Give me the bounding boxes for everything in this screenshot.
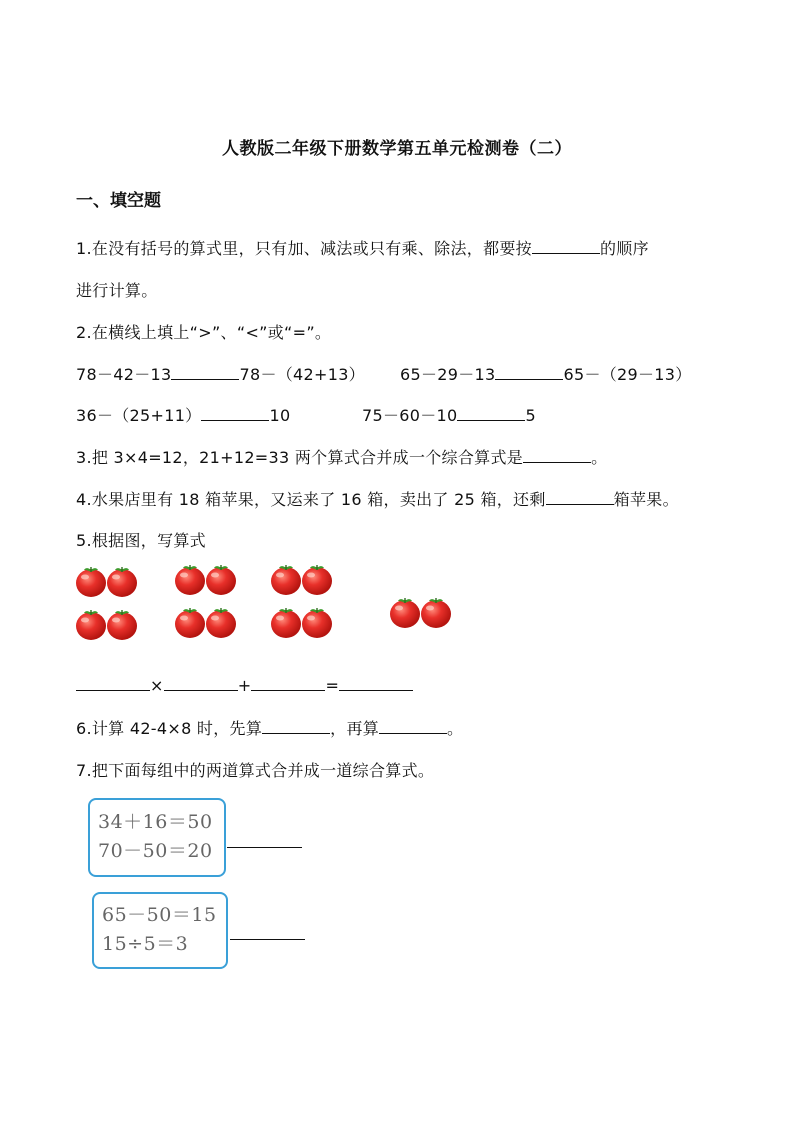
answer-blank[interactable] — [201, 406, 269, 421]
answer-blank[interactable] — [546, 490, 614, 505]
apple-icon — [300, 605, 334, 639]
apple-icon — [204, 605, 238, 639]
question-6-mid: ，再算 — [330, 719, 380, 738]
section-heading: 一、填空题 — [76, 191, 161, 211]
answer-blank[interactable] — [379, 719, 447, 734]
apple-icon — [173, 562, 207, 596]
equation: 15÷5＝3 — [102, 933, 189, 955]
page-title: 人教版二年级下册数学第五单元检测卷（二） — [222, 139, 572, 159]
apple-icon — [105, 564, 139, 598]
question-4-end: 箱苹果。 — [613, 490, 679, 509]
compare-right: 78－（42+13） — [239, 365, 365, 384]
apple-icon — [269, 562, 303, 596]
compare-right: 5 — [525, 406, 536, 425]
question-3-end: 。 — [591, 448, 608, 467]
apple-icon — [300, 562, 334, 596]
apple-icon — [74, 607, 108, 641]
equation-box-2 — [92, 892, 228, 969]
apple-icon — [173, 605, 207, 639]
answer-blank[interactable] — [457, 406, 525, 421]
compare-item-a — [76, 362, 365, 385]
answer-line[interactable] — [230, 939, 305, 940]
answer-line[interactable] — [227, 847, 302, 848]
compare-left: 36－（25+11） — [76, 406, 202, 425]
apple-icon — [105, 607, 139, 641]
question-2-text: 2.在横线上填上“>”、“<”或“=”。 — [76, 323, 332, 342]
compare-right: 10 — [269, 406, 291, 425]
answer-blank[interactable] — [532, 239, 600, 254]
equation: 70－50＝20 — [98, 840, 213, 862]
apple-icon — [204, 562, 238, 596]
equation: 34＋16＝50 — [98, 811, 213, 833]
question-1-text: 1.在没有括号的算式里，只有加、减法或只有乘、除法，都要按 — [76, 239, 532, 258]
question-6-text: 6.计算 42-4×8 时，先算 — [76, 719, 263, 738]
answer-blank[interactable] — [523, 448, 591, 463]
compare-left: 75－60－10 — [362, 406, 458, 425]
question-5-text: 5.根据图，写算式 — [76, 531, 206, 550]
answer-blank[interactable] — [262, 719, 330, 734]
compare-left: 65－29－13 — [400, 365, 496, 384]
answer-blank[interactable] — [495, 365, 563, 380]
answer-blank[interactable] — [251, 676, 325, 691]
apple-icon — [388, 595, 422, 629]
equals-sign: = — [325, 676, 340, 695]
answer-blank[interactable] — [339, 676, 413, 691]
question-4-text: 4.水果店里有 18 箱苹果，又运来了 16 箱，卖出了 25 箱，还剩 — [76, 490, 546, 509]
times-sign: × — [150, 676, 164, 695]
question-4 — [76, 487, 679, 510]
question-7-text: 7.把下面每组中的两道算式合并成一道综合算式。 — [76, 761, 435, 780]
compare-item-d — [362, 403, 536, 426]
question-1-line-1 — [76, 236, 649, 259]
question-3 — [76, 445, 607, 468]
question-5-equation — [76, 676, 413, 695]
compare-left: 78－42－13 — [76, 365, 172, 384]
apple-icon — [269, 605, 303, 639]
equation-box-1 — [88, 798, 226, 877]
equation: 65－50＝15 — [102, 904, 217, 926]
answer-blank[interactable] — [164, 676, 238, 691]
apple-icon — [419, 595, 453, 629]
question-1-line-2: 进行计算。 — [76, 281, 158, 300]
question-6 — [76, 716, 463, 739]
compare-right: 65－（29－13） — [563, 365, 692, 384]
answer-blank[interactable] — [171, 365, 239, 380]
compare-item-c — [76, 403, 290, 426]
plus-sign: + — [237, 676, 252, 695]
question-1-text-end: 的顺序 — [599, 239, 649, 258]
answer-blank[interactable] — [76, 676, 150, 691]
question-6-end: 。 — [447, 719, 464, 738]
apple-icon — [74, 564, 108, 598]
compare-item-b — [400, 362, 692, 385]
question-3-text: 3.把 3×4=12，21+12=33 两个算式合并成一个综合算式是 — [76, 448, 524, 467]
